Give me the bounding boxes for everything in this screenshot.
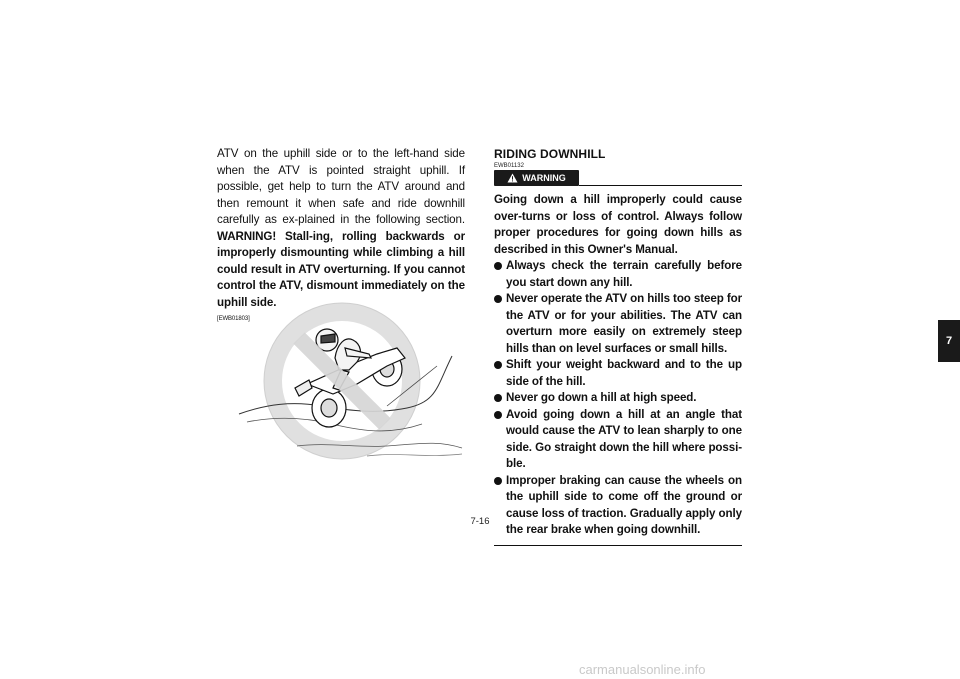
- prohibition-illustration: [237, 296, 467, 486]
- bullet-text: Always check the terrain carefully before you start down any hill.: [506, 259, 742, 289]
- right-column: [494, 146, 742, 546]
- left-ref-code: [EWB01803]: [217, 316, 250, 322]
- inline-warning-text: WARNING! Stall-ing, rolling backwards or improperly dismounting while climbing a hill could result in ATV overturning. If you cannot control the ATV, dismount immediately on the uphill side.: [217, 229, 465, 309]
- left-intro-text: ATV on the uphill side or to the left-hand side when the ATV is pointed straight uphill. If possible, get help to turn the ATV around and then remount it when safe and ride downhill carefully as ex-plained in the following section.: [217, 147, 465, 226]
- bullet-text: Avoid going down a hill at an angle that would cause the ATV to lean sharply to one side. Go straight down the hill where possi-ble.: [506, 407, 742, 470]
- bullet-dot-icon: [494, 262, 502, 270]
- list-item: [494, 473, 742, 539]
- warning-intro: Going down a hill improperly could cause over-turns or loss of control. Always follow proper procedures for going down hills as described in this Owner's Manual.: [494, 193, 742, 256]
- bullet-text: Never go down a hill at high speed.: [506, 391, 697, 404]
- list-item: [494, 407, 742, 473]
- list-item: [494, 390, 742, 407]
- list-item: [494, 258, 742, 291]
- page-number: 7-16: [470, 516, 490, 527]
- list-item: [494, 357, 742, 390]
- warning-header-rule: [579, 185, 742, 186]
- warning-header: [494, 170, 742, 188]
- bullet-text: Never operate the ATV on hills too steep for the ATV or for your abilities. The ATV can overturn more easily on extremely steep hills than on level surfaces or small hills.: [506, 292, 742, 355]
- chapter-tab: 7: [938, 320, 960, 362]
- bullet-dot-icon: [494, 295, 502, 303]
- right-ref-code: EWB01132: [494, 163, 524, 169]
- bullet-dot-icon: [494, 361, 502, 369]
- bullet-dot-icon: [494, 411, 502, 419]
- warning-body: [494, 192, 742, 539]
- bullet-dot-icon: [494, 394, 502, 402]
- section-title: RIDING DOWNHILL: [494, 147, 606, 161]
- bullet-dot-icon: [494, 477, 502, 485]
- no-atv-downhill-prohibition-icon: [237, 296, 467, 486]
- warning-bottom-rule: [494, 545, 742, 546]
- warning-badge: [494, 170, 579, 186]
- bullet-text: Improper braking can cause the wheels on the uphill side to come off the ground or cause loss of traction. Gradually apply only the rear brake when going downhill.: [506, 473, 742, 536]
- bullet-text: Shift your weight backward and to the up side of the hill.: [506, 358, 742, 388]
- list-item: [494, 291, 742, 357]
- warning-bullet-list: [494, 258, 742, 539]
- warning-label: WARNING: [522, 173, 566, 183]
- warning-triangle-icon: [507, 173, 518, 183]
- watermark: carmanualsonline.info: [579, 662, 706, 677]
